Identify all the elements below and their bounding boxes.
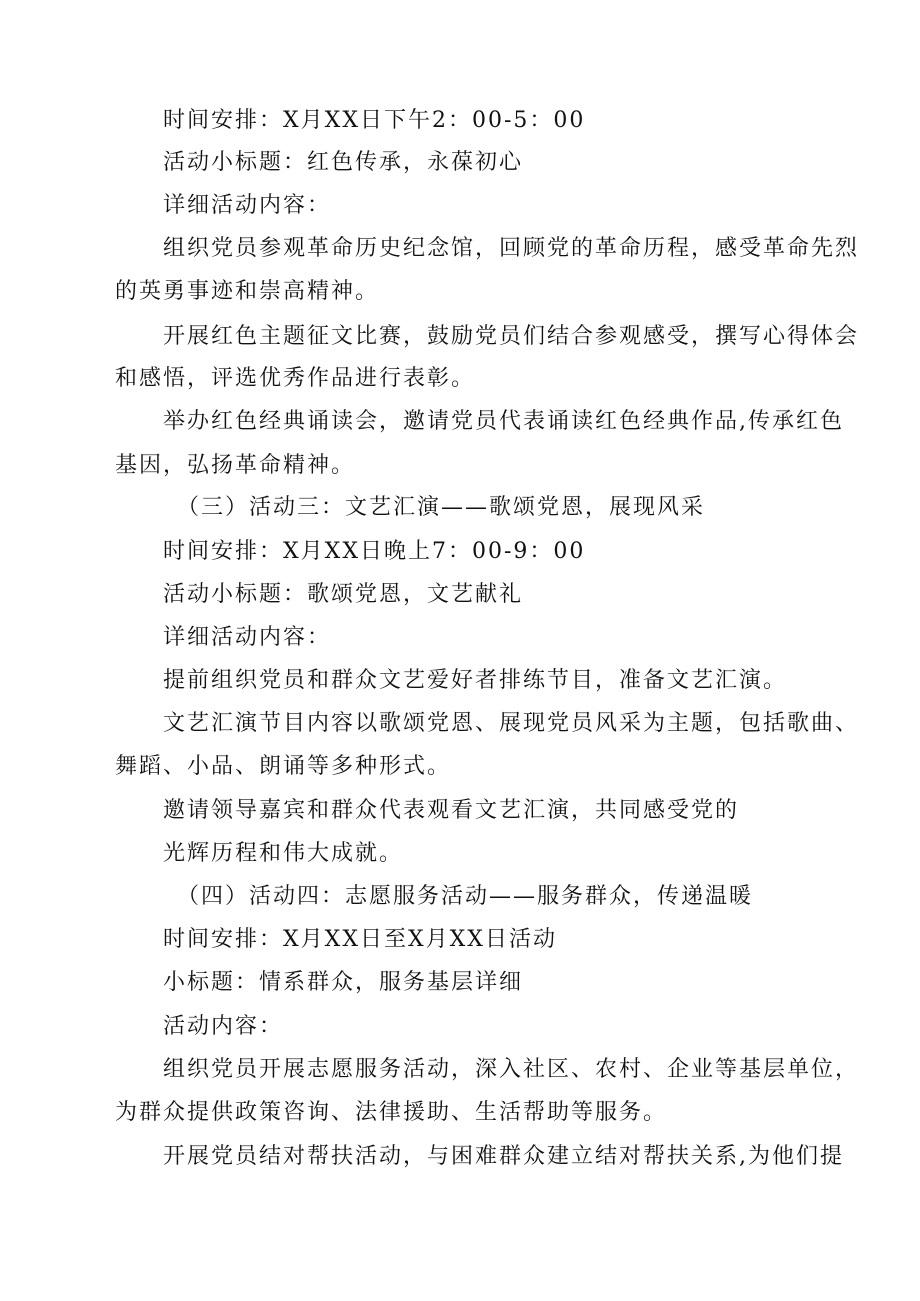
time-schedule-line: 时间安排：X月XX日至X月XX日活动	[163, 927, 557, 952]
paragraph-line: 开展红色主题征文比赛，鼓励党员们结合参观感受，撰写心得体会	[163, 324, 860, 349]
paragraph-line: 开展党员结对帮扶活动，与困难群众建立结对帮扶关系,为他们提	[163, 1144, 844, 1169]
time-schedule-line: 时间安排：X月XX日晚上7：00-9：00	[163, 539, 586, 564]
paragraph-line: 和感悟，评选优秀作品进行表彰。	[115, 366, 476, 391]
paragraph-line: 光辉历程和伟大成就。	[163, 841, 404, 866]
paragraph-line: 提前组织党员和群众文艺爱好者排练节目，准备文艺汇演。	[163, 668, 788, 693]
paragraph-line: 的英勇事迹和崇高精神。	[115, 279, 380, 304]
paragraph-line: 舞蹈、小品、朗诵等多种形式。	[115, 754, 452, 779]
section-heading-four: （四）活动四：志愿服务活动——服务群众，传递温暖	[177, 884, 754, 909]
time-schedule-line: 时间安排：X月XX日下午2：00-5：00	[163, 108, 586, 133]
detail-heading-line: 活动内容：	[163, 1014, 284, 1039]
paragraph-line: 文艺汇演节目内容以歌颂党恩、展现党员风采为主题，包括歌曲、	[163, 711, 860, 736]
paragraph-line: 为群众提供政策咨询、法律援助、生活帮助等服务。	[115, 1100, 668, 1125]
activity-subtitle-line: 活动小标题：红色传承，永葆初心	[163, 150, 524, 175]
detail-heading-line: 详细活动内容：	[163, 193, 332, 218]
section-heading-three: （三）活动三：文艺汇演——歌颂党恩，展现风采	[177, 495, 706, 520]
paragraph-line: 组织党员参观革命历史纪念馆，回顾党的革命历程，感受革命先烈	[163, 236, 860, 261]
paragraph-line: 组织党员开展志愿服务活动，深入社区、农村、企业等基层单位，	[163, 1057, 860, 1082]
paragraph-line: 邀请领导嘉宾和群众代表观看文艺汇演，共同感受党的	[163, 798, 740, 823]
detail-heading-line: 详细活动内容：	[163, 625, 332, 650]
paragraph-line: 基因，弘扬革命精神。	[115, 453, 356, 478]
subtitle-line: 小标题：情系群众，服务基层详细	[163, 970, 524, 995]
paragraph-line: 举办红色经典诵读会，邀请党员代表诵读红色经典作品,传承红色	[163, 409, 844, 434]
activity-subtitle-line: 活动小标题：歌颂党恩，文艺献礼	[163, 582, 524, 607]
